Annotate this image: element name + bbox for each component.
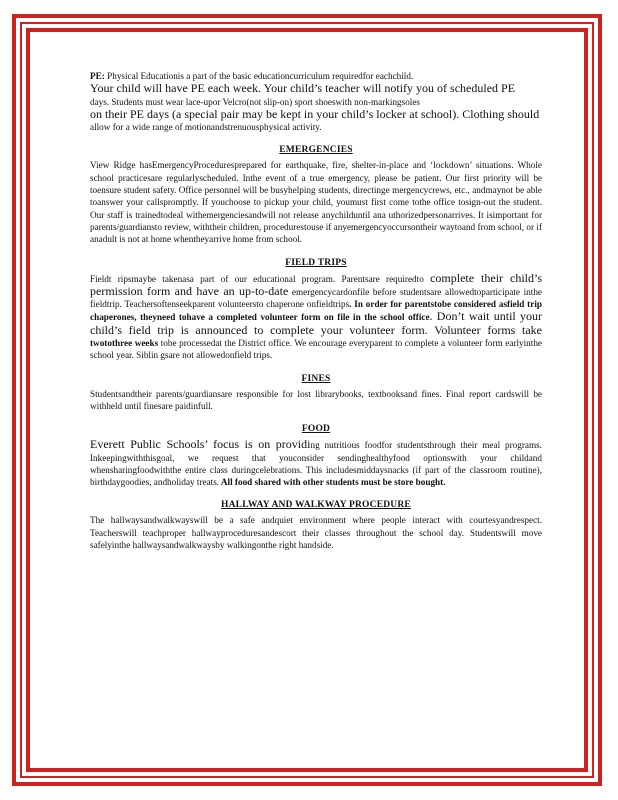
pe-text-2: Your child will have PE each week. Your child’s teacher will notify you of scheduled PE [90,81,516,96]
field-trips-heading: FIELD TRIPS [285,257,347,268]
field-trips-text-7: tobe processedat the District office. We encourage everyparent to complete a volunteer form earlyinthe school year. Siblin gsare not allowedonfield trips. [90,338,542,361]
pe-text-1: Physical Educationis a part of the basic educationcurriculum requiredfor eachchild. [104,71,414,81]
field-trips-text-4: . In order for parentstobe considered asfield trip chaperones, theyneed tohave a completed volunteer form on file in the school office [90,299,542,323]
pe-text-5: allow for a wide range of motionandstrenuousphysical activity. [90,122,322,133]
emergencies-text: View Ridge hasEmergencyProceduresprepared for earthquake, fire, shelter-in-place and ‘lockdown’ situations. Whole school practicesare regularlyscheduled. Inthe event of a true emergency, please be patient. Our first priority will be toensure student safety. Office personnel will be busyhelping students, directinge mergencycrews, etc., andmaynot be able toanswer your callspromptly. If youchoose to pickup your child, youmust first come tothe office tosign-out the student. Our staff is trainedtodeal withemergenciesandwill not release anychilduntil ana uthorizedpersonarrives. It isimportant for parents/guardiansto review, withtheir children, procedurestouse if anyemergencyoccursontheir waytoand from school, or if anadult is not at home whentheyarrive home from school. [90,160,542,245]
pe-text-3: days. Students must wear lace-upor Velcro(not slip-on) sport shoeswith non-markingsoles [90,96,421,107]
hallway-text: The hallwaysandwalkwayswill be a safe andquiet environment where people interact with courtesyandrespect. Teacherswill teachproper hallwayproceduresandescort their classes throughout the school day. Studentswill move safelyinthe hallwaysandwalkwaysby walkingonthe right handside. [90,515,542,551]
fines-text: Studentsandtheir parents/guardiansare responsible for lost librarybooks, textbooksand fines. Final report cardswill be withheld until finesare paidinfull. [90,388,542,411]
field-trips-text-3: emergencycardonfile before studentsare allowedtoparticipate inthe fieldtrip. Teachersoftenseekparent volunteersto chaperone onfieldtrips [90,286,542,310]
food-text-2: ng nutritious foodfor studentsthrough their meal programs. Inkeepingwiththisgoal, we request that youconsider sendinghealthyfood optionswith your childand whensharingfoodwiththe entire class duringcelebrations. This includesmiddaysnacks (if part of the classroom routine), birthdaygoodies, andholiday treats. [90,440,542,488]
food-heading: FOOD [301,424,331,435]
fines-heading: FINES [301,373,331,384]
pe-text-4: on their PE days (a special pair may be kept in your child’s locker at school). Clothing should [90,106,540,121]
document-body [90,70,542,551]
field-trips-text-5: . Don’t wait until your child’s field trip is announced to complete your volunteer form. Volunteer forms take [90,309,542,337]
field-trips-text-2: complete their child’s permission form and have an up-to-date [90,270,543,298]
food-text [90,438,542,488]
food-text-1: Everett Public Schools’ focus is on providi [90,437,311,452]
pe-section [90,70,542,133]
field-trips-text [90,272,542,362]
field-trips-text-1: Fieldt ripsmaybe takenasa part of our educational program. Parentsare requiredto [90,273,424,284]
emergencies-heading: EMERGENCIES [279,145,353,156]
food-text-3: All food shared with other students must be store bought. [219,477,446,488]
pe-label: PE: [90,71,105,81]
hallway-heading: HALLWAY AND WALKWAY PROCEDURE [221,500,411,511]
field-trips-text-6: twotothree weeks [90,338,159,349]
